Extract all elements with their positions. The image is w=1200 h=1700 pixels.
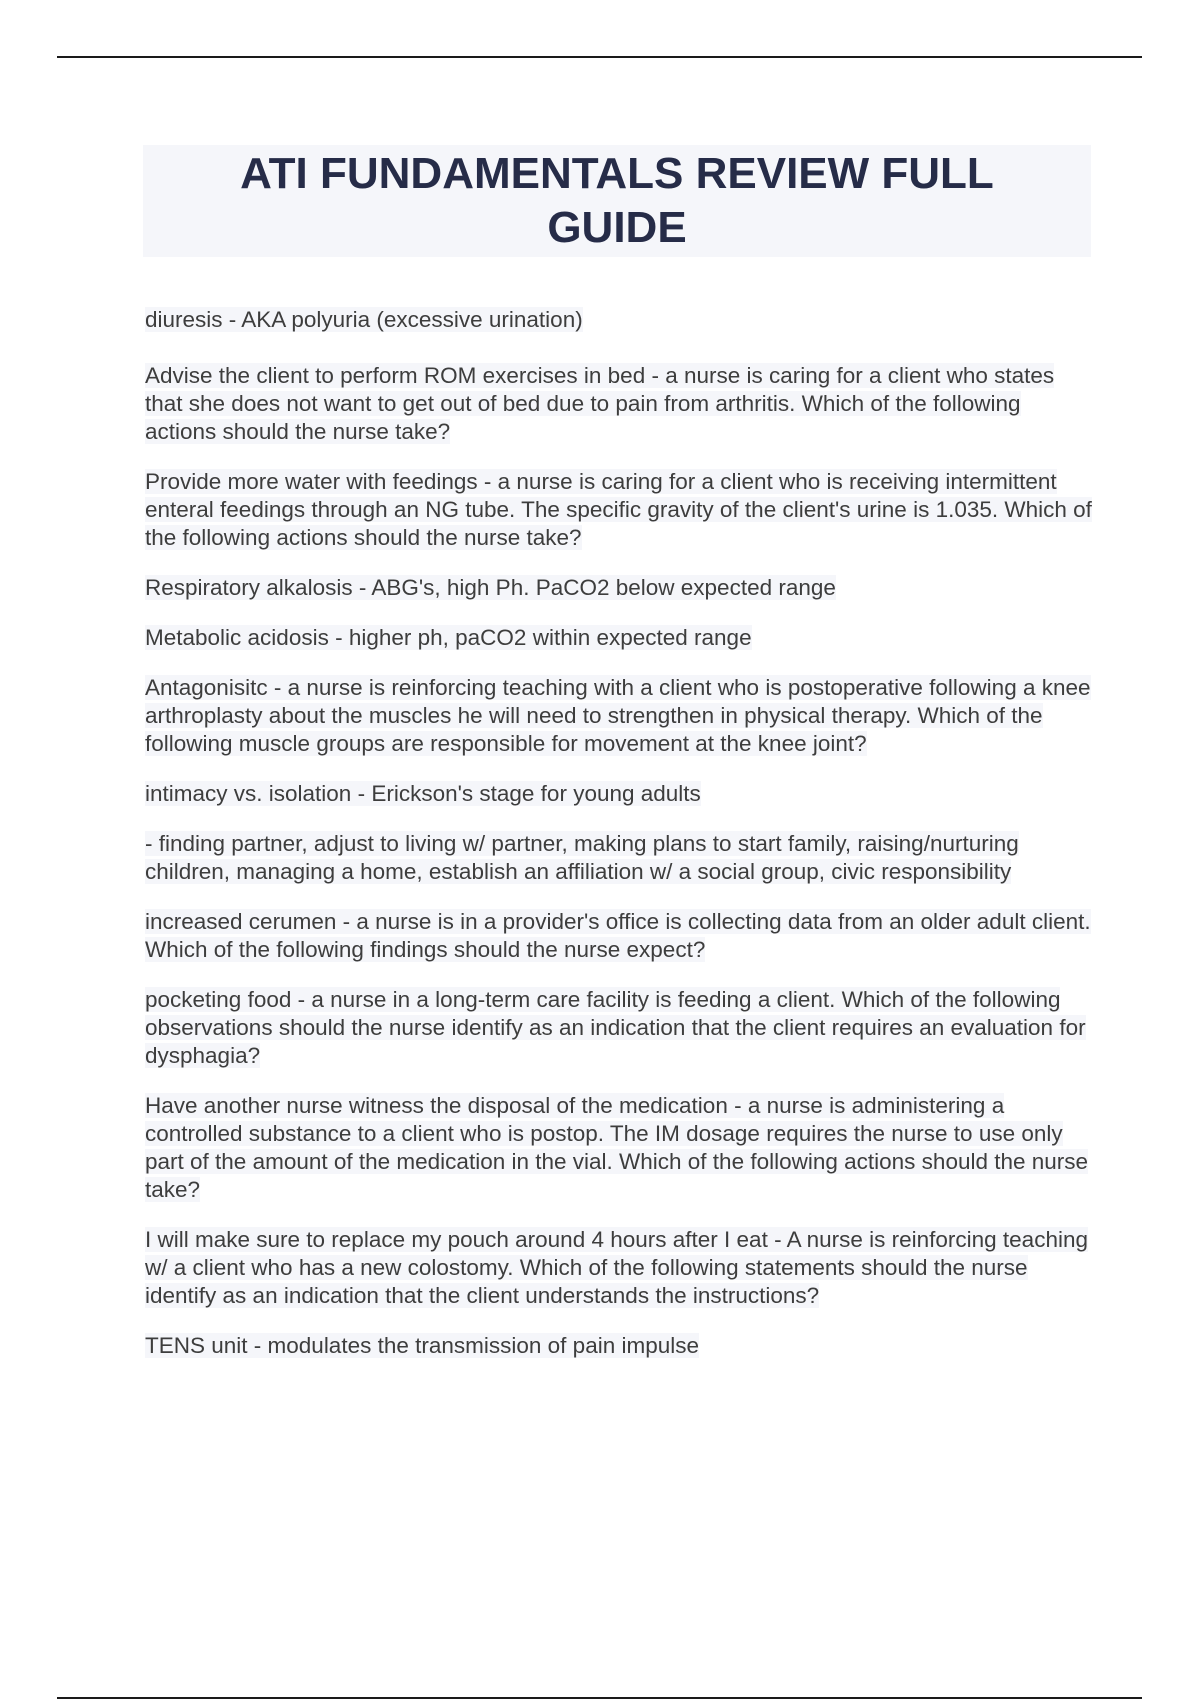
entry-text: Antagonisitc - a nurse is reinforcing teaching with a client who is postoperative following a knee arthroplasty about the muscles he will need to strengthen in physical therapy. Which of the following muscle groups are responsible for movement at the knee joint? — [145, 675, 1091, 756]
entry-text: Respiratory alkalosis - ABG's, high Ph. PaCO2 below expected range — [145, 575, 836, 600]
bottom-rule — [57, 1697, 1142, 1699]
document-body — [145, 306, 1095, 1382]
study-entry — [145, 830, 1095, 886]
entry-text: Metabolic acidosis - higher ph, paCO2 within expected range — [145, 625, 752, 650]
title-banner — [143, 145, 1091, 257]
entry-text: Advise the client to perform ROM exercises in bed - a nurse is caring for a client who states that she does not want to get out of bed due to pain from arthritis. Which of the following actions should the nurse take? — [145, 363, 1055, 444]
entry-text: diuresis - AKA polyuria (excessive urination) — [145, 307, 583, 332]
entry-text: increased cerumen - a nurse is in a provider's office is collecting data from an older adult client. Which of the following findings should the nurse expect? — [145, 909, 1091, 962]
entry-text: Have another nurse witness the disposal of the medication - a nurse is administering a controlled substance to a client who is postop. The IM dosage requires the nurse to use only part of the amount of the medication in the vial. Which of the following actions should the nurse take? — [145, 1093, 1089, 1202]
study-entry — [145, 1332, 1095, 1360]
study-entry — [145, 780, 1095, 808]
study-entry — [145, 306, 1095, 334]
study-entry — [145, 986, 1095, 1070]
entry-text: TENS unit - modulates the transmission of pain impulse — [145, 1333, 699, 1358]
top-rule — [57, 56, 1142, 58]
entry-text: - finding partner, adjust to living w/ partner, making plans to start family, raising/nurturing children, managing a home, establish an affiliation w/ a social group, civic responsibility — [145, 831, 1019, 884]
study-entry — [145, 468, 1095, 552]
study-entry — [145, 908, 1095, 964]
study-entry — [145, 624, 1095, 652]
entry-text: I will make sure to replace my pouch around 4 hours after I eat - A nurse is reinforcing teaching w/ a client who has a new colostomy. Which of the following statements should the nurse identify as an indication that the client understands the instructions? — [145, 1227, 1088, 1308]
entry-text: intimacy vs. isolation - Erickson's stage for young adults — [145, 781, 701, 806]
study-entry — [145, 674, 1095, 758]
entry-text: Provide more water with feedings - a nurse is caring for a client who is receiving intermittent enteral feedings through an NG tube. The specific gravity of the client's urine is 1.035. Which of the following actions should the nurse take? — [145, 469, 1092, 550]
study-entry — [145, 1092, 1095, 1204]
study-entry — [145, 1226, 1095, 1310]
study-entry — [145, 362, 1095, 446]
document-title: ATI FUNDAMENTALS REVIEW FULL GUIDE — [240, 149, 994, 252]
entry-text: pocketing food - a nurse in a long-term care facility is feeding a client. Which of the following observations should the nurse identify as an indication that the client requires an evaluation for dysphagia? — [145, 987, 1086, 1068]
study-entry — [145, 574, 1095, 602]
